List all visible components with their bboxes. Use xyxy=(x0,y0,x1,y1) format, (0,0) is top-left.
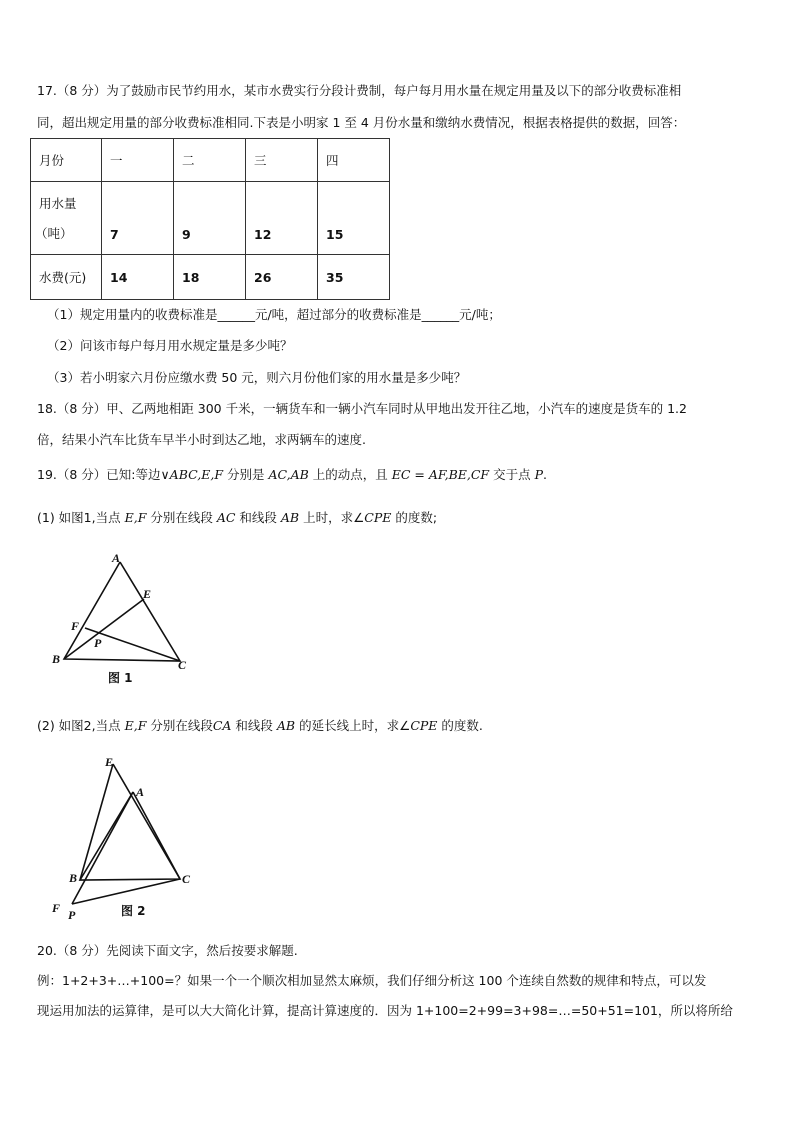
table-cell: 7 xyxy=(102,182,174,255)
q19-part1-text: 和线段 xyxy=(235,510,281,525)
q20-line2: 例：1+2+3+…+100=？如果一个一个顺次相加显然太麻烦，我们仔细分析这 100 个连续自然数的规律和特点，可以发 xyxy=(37,973,707,988)
fig2-segment-be xyxy=(80,764,113,880)
q19-intro-text: 19.（8 分）已知:等边 xyxy=(37,467,161,482)
q18-line2: 倍，结果小汽车比货车早半小时到达乙地，求两辆车的速度. xyxy=(37,432,366,447)
q19-part2-text: 和线段 xyxy=(231,718,277,733)
table-cell: 9 xyxy=(174,182,246,255)
table-cell: 一 xyxy=(102,139,174,182)
q19-intro-text: 分别是 xyxy=(223,467,269,482)
fig1-label-c: C xyxy=(178,658,187,672)
q17-sub1: （1）规定用量内的收费标准是______元/吨，超过部分的收费标准是______元/吨； xyxy=(47,307,501,322)
q19-part1-math: E,F xyxy=(124,510,147,525)
fig2-triangle-abc xyxy=(80,792,180,880)
fig2-label-e: E xyxy=(105,755,114,769)
q19-part1-text: (1) 如图1,当点 xyxy=(37,510,125,525)
table-row xyxy=(31,139,390,182)
fig1-caption: 图 1 xyxy=(108,671,133,685)
q19-intro-math: AC,AB xyxy=(268,467,309,482)
table-cell: 14 xyxy=(102,255,174,300)
fig2-label-b: B xyxy=(69,871,78,885)
q19-intro xyxy=(37,466,547,484)
q19-intro-text: 上的动点，且 xyxy=(308,467,392,482)
q20-line3: 现运用加法的运算律，是可以大大简化计算，提高计算速度的．因为 1+100=2+99=3+98=…=50+51=101，所以将所给 xyxy=(37,1003,733,1018)
q19-part1-text: 分别在线段 xyxy=(146,510,217,525)
table-row xyxy=(31,182,390,255)
q20-line1: 20.（8 分）先阅读下面文字，然后按要求解题. xyxy=(37,943,298,958)
q19-part2-text: 分别在线段 xyxy=(146,718,213,733)
q19-intro-math: EC = AF,BE,CF xyxy=(391,467,490,482)
q19-part1-text: 的度数; xyxy=(391,510,438,525)
q19-part2-text: 的延长线上时，求∠ xyxy=(295,718,411,733)
q19-part1-math: AC xyxy=(216,510,236,525)
table-cell: 35 xyxy=(318,255,390,300)
q19-part2-math: AB xyxy=(276,718,296,733)
q19-part2-math: CPE xyxy=(410,718,438,733)
q18-line1: 18.（8 分）甲、乙两地相距 300 千米，一辆货车和一辆小汽车同时从甲地出发开往乙地，小汽车的速度是货车的 1.2 xyxy=(37,401,687,416)
usage-label-line1: 用水量 xyxy=(39,196,77,211)
q19-part2-text: (2) 如图2,当点 xyxy=(37,718,125,733)
fig1-label-a: A xyxy=(112,551,121,565)
fig2-caption: 图 2 xyxy=(121,904,146,918)
table-cell: 26 xyxy=(246,255,318,300)
fig1-label-e: E xyxy=(143,587,152,601)
q19-part2-text: 的度数. xyxy=(437,718,483,733)
figure-1 xyxy=(40,548,200,693)
table-row xyxy=(31,255,390,300)
q17-sub2: （2）问该市每户每月用水规定量是多少吨？ xyxy=(47,338,293,353)
q19-part2-math: E,F xyxy=(124,718,147,733)
water-fee-table xyxy=(30,138,390,300)
fig2-segment-ce xyxy=(113,764,180,879)
table-cell: 18 xyxy=(174,255,246,300)
q19-part1-text: 上时，求∠ xyxy=(299,510,365,525)
fig2-label-a: A xyxy=(136,785,145,799)
table-cell: 二 xyxy=(174,139,246,182)
table-cell: 月份 xyxy=(31,139,102,182)
fig2-label-p: P xyxy=(68,908,76,922)
fig1-label-b: B xyxy=(52,652,61,666)
q19-part1-math: AB xyxy=(280,510,300,525)
q19-intro-math: P xyxy=(534,467,543,482)
fig2-segment-af xyxy=(72,792,133,904)
q19-part1-math: CPE xyxy=(364,510,392,525)
q19-part1 xyxy=(37,509,437,527)
fig1-label-f: F xyxy=(71,619,80,633)
fig2-label-c: C xyxy=(182,872,191,886)
fig2-segment-cp xyxy=(72,879,180,904)
table-cell: 四 xyxy=(318,139,390,182)
q17-sub3: （3）若小明家六月份应缴水费 50 元，则六月份他们家的用水量是多少吨？ xyxy=(47,370,467,385)
figure-2 xyxy=(40,752,220,927)
q19-intro-math: ∨ABC,E,F xyxy=(160,467,223,482)
q19-intro-text: 交于点 xyxy=(489,467,535,482)
table-cell: 三 xyxy=(246,139,318,182)
q19-part2-math: CA xyxy=(212,718,232,733)
table-cell: 15 xyxy=(318,182,390,255)
q19-part2 xyxy=(37,717,483,735)
fig1-label-p: P xyxy=(94,636,102,650)
table-cell xyxy=(31,182,102,255)
q17-line2: 同，超出规定用量的部分收费标准相同.下表是小明家 1 至 4 月份水量和缴纳水费情况，根据表格提供的数据，回答： xyxy=(37,115,686,130)
table-cell: 水费(元) xyxy=(31,255,102,300)
q19-intro-text: . xyxy=(542,467,547,482)
q17-line1: 17.（8 分）为了鼓励市民节约用水，某市水费实行分段计费制，每户每月用水量在规定用量及以下的部分收费标准相 xyxy=(37,83,682,98)
fig2-label-f: F xyxy=(52,901,61,915)
table-cell: 12 xyxy=(246,182,318,255)
usage-label-line2: （吨） xyxy=(35,226,73,241)
